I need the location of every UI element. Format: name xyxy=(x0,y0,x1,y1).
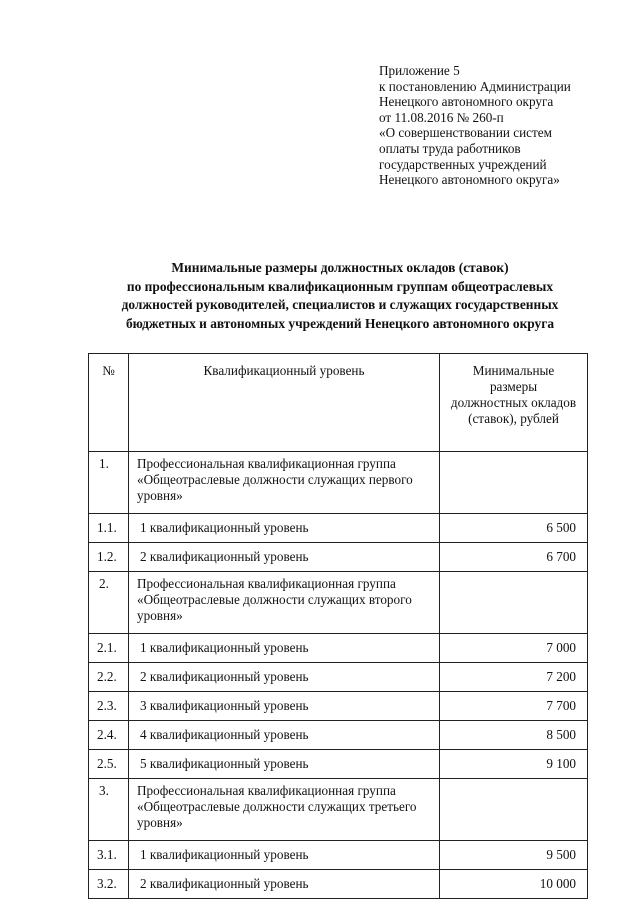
table-row-group xyxy=(89,779,588,841)
row-number: 1.2. xyxy=(89,543,129,572)
title-line: по профессиональным квалификационным группам общеотраслевых xyxy=(126,278,554,294)
row-number: 2.1. xyxy=(89,634,129,663)
appendix-line: к постановлению Администрации xyxy=(379,78,571,94)
table-row xyxy=(89,841,588,870)
appendix-line: Ненецкого автономного округа» xyxy=(379,172,560,188)
header-amount: Минимальные размеры должностных окладов (ставок), рублей xyxy=(440,354,588,452)
title-line: бюджетных и автономных учреждений Ненецкого автономного округа xyxy=(125,315,555,331)
row-amount: 9 100 xyxy=(440,750,588,779)
title-line: должностей руководителей, специалистов и служащих государственных xyxy=(121,297,559,313)
row-amount: 7 700 xyxy=(440,692,588,721)
appendix-line: оплаты труда работников xyxy=(379,140,521,156)
row-number: 2.3. xyxy=(89,692,129,721)
title-line: Минимальные размеры должностных окладов (ставок) xyxy=(171,260,509,275)
row-number: 2.2. xyxy=(89,663,129,692)
salary-table xyxy=(88,353,588,899)
row-amount: 6 700 xyxy=(440,543,588,572)
header-level: Квалификационный уровень xyxy=(129,354,440,452)
row-amount xyxy=(440,452,588,514)
row-amount: 10 000 xyxy=(440,870,588,899)
row-amount: 6 500 xyxy=(440,514,588,543)
table-row xyxy=(89,634,588,663)
appendix-line: «О совершенствовании систем xyxy=(379,125,552,141)
row-amount xyxy=(440,779,588,841)
row-amount: 8 500 xyxy=(440,721,588,750)
row-amount xyxy=(440,572,588,634)
table-row xyxy=(89,543,588,572)
appendix-line: государственных учреждений xyxy=(379,156,547,172)
table-row xyxy=(89,721,588,750)
row-amount: 7 200 xyxy=(440,663,588,692)
row-number: 2.5. xyxy=(89,750,129,779)
row-number: 3.1. xyxy=(89,841,129,870)
row-level: 3 квалификационный уровень xyxy=(129,692,440,721)
appendix-line: Ненецкого автономного округа xyxy=(379,94,554,110)
appendix-line: Приложение 5 xyxy=(379,63,460,78)
row-level: 2 квалификационный уровень xyxy=(129,663,440,692)
table-row xyxy=(89,692,588,721)
header-number: № xyxy=(89,354,129,452)
table-row-group xyxy=(89,452,588,514)
row-number: 1. xyxy=(89,452,129,514)
table-row xyxy=(89,870,588,899)
table-row xyxy=(89,514,588,543)
table-row xyxy=(89,663,588,692)
row-number: 1.1. xyxy=(89,514,129,543)
row-level: Профессиональная квалификационная группа «Общеотраслевые должности служащих второго уровня» xyxy=(129,572,440,634)
row-number: 2.4. xyxy=(89,721,129,750)
row-level: Профессиональная квалификационная группа «Общеотраслевые должности служащих третьего уровня» xyxy=(129,779,440,841)
table-header-row xyxy=(89,354,588,452)
row-number: 2. xyxy=(89,572,129,634)
row-amount: 9 500 xyxy=(440,841,588,870)
row-level: 2 квалификационный уровень xyxy=(129,543,440,572)
row-level: 1 квалификационный уровень xyxy=(129,841,440,870)
table-row xyxy=(89,750,588,779)
row-number: 3. xyxy=(89,779,129,841)
appendix-line: от 11.08.2016 № 260-п xyxy=(379,109,504,125)
row-level: 5 квалификационный уровень xyxy=(129,750,440,779)
row-level: 2 квалификационный уровень xyxy=(129,870,440,899)
row-level: 1 квалификационный уровень xyxy=(129,634,440,663)
appendix-reference xyxy=(379,63,629,188)
row-amount: 7 000 xyxy=(440,634,588,663)
document-title xyxy=(60,259,620,333)
table-row-group xyxy=(89,572,588,634)
row-level: Профессиональная квалификационная группа «Общеотраслевые должности служащих первого уровня» xyxy=(129,452,440,514)
row-level: 4 квалификационный уровень xyxy=(129,721,440,750)
row-number: 3.2. xyxy=(89,870,129,899)
row-level: 1 квалификационный уровень xyxy=(129,514,440,543)
